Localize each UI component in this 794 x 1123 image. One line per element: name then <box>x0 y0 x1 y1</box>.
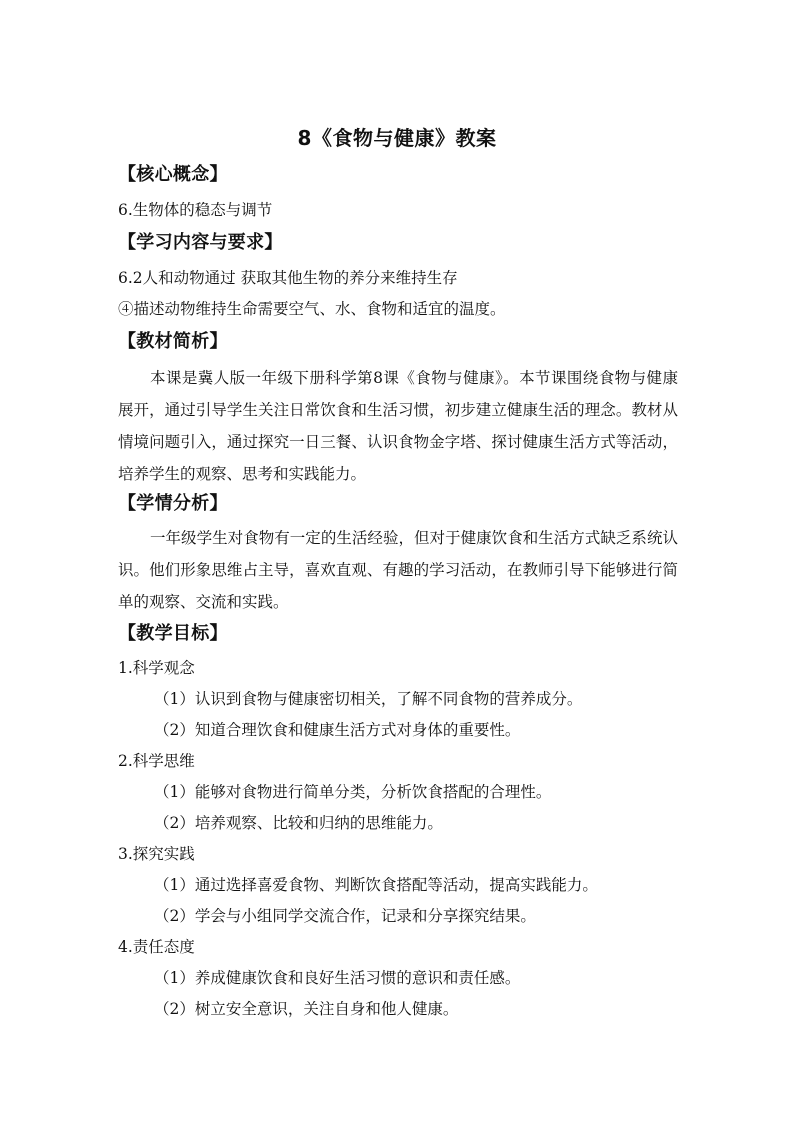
learning-content-line-1: 6.2人和动物通过 获取其他生物的养分来维持生存 <box>118 269 458 287</box>
goal-4-title: 4.责任态度 <box>118 938 195 956</box>
heading-teaching-goals: 【教学目标】 <box>118 623 228 644</box>
goal-2-item-2: （2）培养观察、比较和归纳的思维能力。 <box>154 814 443 832</box>
heading-core-concept: 【核心概念】 <box>118 164 228 185</box>
textbook-analysis-paragraph: 本课是冀人版一年级下册科学第8课《食物与健康》。本节课围绕食物与健康展开，通过引导学生关注日常饮食和生活习惯，初步建立健康生活的理念。教材从情境问题引入，通过探究一日三餐、认识食物金字塔、探讨健康生活方式等活动，培养学生的观察、思考和实践能力。 <box>118 369 678 483</box>
heading-textbook-analysis: 【教材简析】 <box>118 331 228 352</box>
learning-content-line-2: ④描述动物维持生命需要空气、水、食物和适宜的温度。 <box>118 300 506 318</box>
core-concept-line: 6.生物体的稳态与调节 <box>118 201 273 219</box>
goal-1-item-2: （2）知道合理饮食和健康生活方式对身体的重要性。 <box>154 721 521 739</box>
goal-1-title: 1.科学观念 <box>118 659 195 677</box>
goal-4-item-2: （2）树立安全意识，关注自身和他人健康。 <box>154 1000 459 1018</box>
heading-learning-content: 【学习内容与要求】 <box>118 232 283 253</box>
goal-3-title: 3.探究实践 <box>118 845 195 863</box>
goal-2-item-1: （1）能够对食物进行简单分类，分析饮食搭配的合理性。 <box>154 783 552 801</box>
goal-1-item-1: （1）认识到食物与健康密切相关，了解不同食物的营养成分。 <box>154 690 583 708</box>
goal-2-title: 2.科学思维 <box>118 752 195 770</box>
goal-3-item-1: （1）通过选择喜爱食物、判断饮食搭配等活动，提高实践能力。 <box>154 876 598 894</box>
goal-3-item-2: （2）学会与小组同学交流合作，记录和分享探究结果。 <box>154 907 536 925</box>
goal-4-item-1: （1）养成健康饮食和良好生活习惯的意识和责任感。 <box>154 969 521 987</box>
student-analysis-paragraph: 一年级学生对食物有一定的生活经验，但对于健康饮食和生活方式缺乏系统认识。他们形象思维占主导，喜欢直观、有趣的学习活动，在教师引导下能够进行简单的观察、交流和实践。 <box>118 529 678 611</box>
document-title: 8《食物与健康》教案 <box>297 126 497 150</box>
heading-student-analysis: 【学情分析】 <box>118 493 228 514</box>
